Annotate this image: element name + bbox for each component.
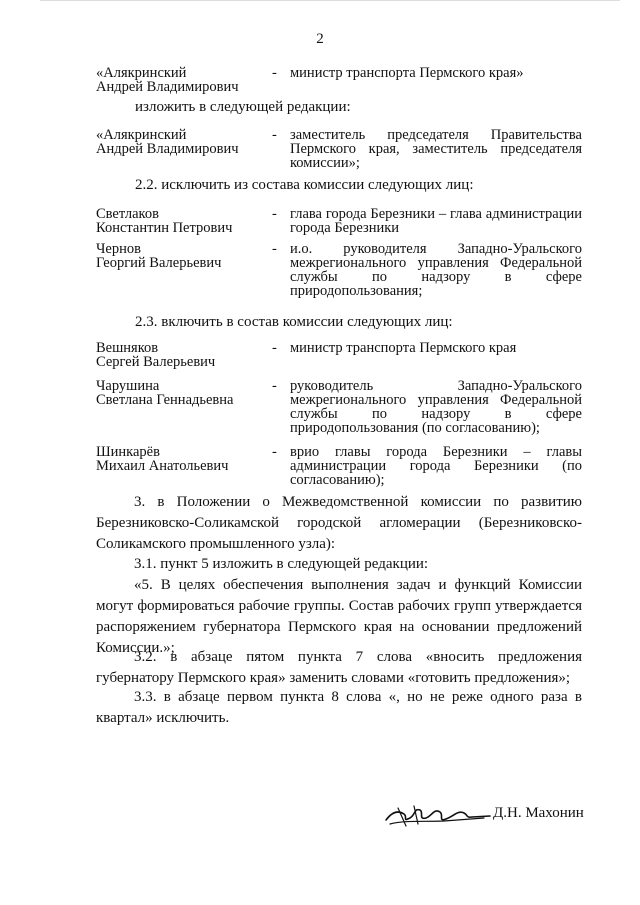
member-name: Вешняков Сергей Валерьевич: [96, 340, 216, 370]
dash-separator: -: [272, 340, 277, 356]
dash-separator: -: [272, 444, 277, 460]
page-number: 2: [316, 31, 324, 47]
dash-separator: -: [272, 65, 277, 81]
handwritten-signature: [384, 802, 492, 830]
member-name: «Алякринский Андрей Владимирович: [96, 127, 239, 157]
member-entry-chernov: [96, 242, 582, 300]
member-position: врио главы города Березники – главы администрации города Березники (по согласованию);: [290, 444, 582, 488]
member-entry-veshnyakov: [96, 341, 582, 371]
item-3-3-paragraph: 3.3. в абзаце первом пункта 8 слова «, но не реже одного раза в квартал» исключить.: [96, 689, 582, 726]
member-entry-charushina: [96, 379, 582, 437]
member-name: Чернов Георгий Валерьевич: [96, 241, 222, 271]
member-position: и.о. руководителя Западно-Уральского межрегионального управления Федеральной службы по надзору в сфере природопользования;: [290, 241, 582, 299]
member-name: Светлаков Константин Петрович: [96, 206, 233, 236]
member-entry-old-alyakrinsky: [96, 66, 582, 96]
item-3-1-quote: «5. В целях обеспечения выполнения задач и функций Комиссии могут формироваться рабочие группы. Состав рабочих групп утверждается распоряжением губернатора Пермского края на основании предложений Комиссии.»;: [96, 577, 582, 656]
member-entry-new-alyakrinsky: [96, 128, 582, 172]
dash-separator: -: [272, 206, 277, 222]
member-name: Чарушина Светлана Геннадьевна: [96, 378, 234, 408]
dash-separator: -: [272, 127, 277, 143]
item-3-1-heading: 3.1. пункт 5 изложить в следующей редакции:: [134, 556, 429, 572]
member-entry-shinkaryov: [96, 445, 582, 489]
dash-separator: -: [272, 378, 277, 394]
item-3-paragraph: 3. в Положении о Межведомственной комиссии по развитию Березниковско-Соликамской городской агломерации (Березниковско-Соликамского промышленного узла):: [96, 494, 582, 552]
member-name: «Алякринский Андрей Владимирович: [96, 65, 239, 95]
member-position: руководитель Западно-Уральского межрегионального управления Федеральной службы по надзору в сфере природопользования (по согласованию);: [290, 378, 582, 436]
dash-separator: -: [272, 241, 277, 257]
edit-phrase: изложить в следующей редакции:: [135, 99, 351, 115]
member-position: министр транспорта Пермского края»: [290, 65, 524, 81]
member-name: Шинкарёв Михаил Анатольевич: [96, 444, 229, 474]
member-position: заместитель председателя Правительства Пермского края, заместитель председателя комиссии»;: [290, 127, 582, 171]
item-3-2-paragraph: 3.2. в абзаце пятом пункта 7 слова «вносить предложения губернатору Пермского края» заменить словами «готовить предложения»;: [96, 649, 582, 686]
member-entry-svetlakov: [96, 207, 582, 237]
item-2-2-heading: 2.2. исключить из состава комиссии следующих лиц:: [135, 177, 474, 193]
member-position: глава города Березники – глава администрации города Березники: [290, 206, 582, 236]
top-edge-line: [40, 0, 620, 1]
member-position: министр транспорта Пермского края: [290, 340, 517, 356]
item-2-3-heading: 2.3. включить в состав комиссии следующих лиц:: [135, 314, 453, 330]
signatory-name: Д.Н. Махонин: [493, 805, 584, 821]
